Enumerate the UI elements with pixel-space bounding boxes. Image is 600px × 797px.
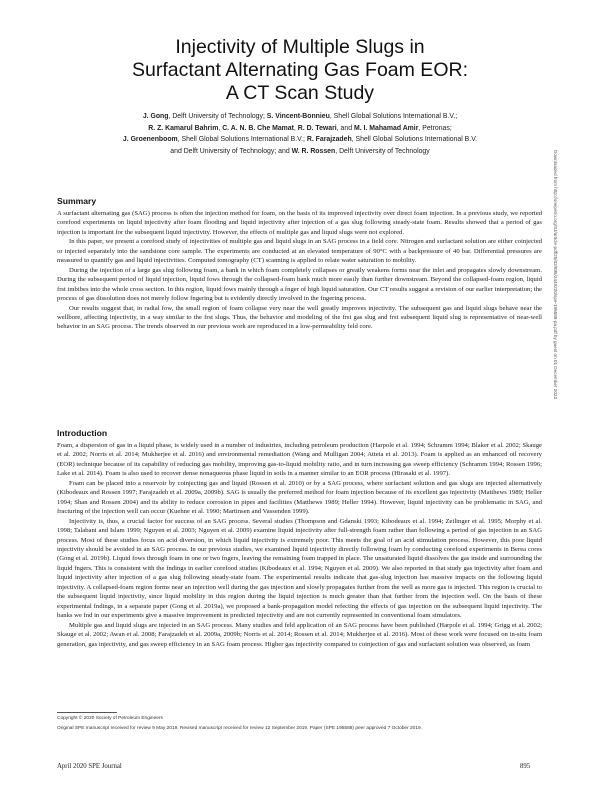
author-name: R. D. Tewari [297,124,337,132]
author-affiliation: , Delft University of Technology [335,147,430,155]
author-name: S. Vincent-Bonnieu [266,113,330,120]
summary-heading: Summary [57,196,97,206]
footnote-rule [57,712,117,713]
author-name: M. I. Mahamad Amir [353,124,419,132]
introduction-paragraph: Injectivity is, thus, a crucial factor for success of an SAG process. Several studies (Thompson and Gdanski 1993; Kibodeaux et al. 1994; Zeilinger et al. 1995; Morphy et al. 1998; Talabani and Islam 1999; Nguyen et al. 2003; Nguyen et al. 2009) examine liquid injectivity after full-strength foam rather than following a period of gas injection in an SAG process. Most of these studies focus on acid diversion, in which liquid injectivity is extremely poor. This meets the goal of an acid stimulation process. However, this poor liquid injectivity should be avoided in an SAG process. In our previous studies, we examined liquid injectivity directly following foam by conducting corefood experiments in Berea cores (Gong et al. 2019b). Liquid fows through foam in one or two fngers, leaving the remaining foam trapped in place. The unsaturated liquid dissolves the gas inside and surrounding the liquid fngers. This is consistent with the fndings in earlier corefood studies (Kibodeaux et al. 1994; Nguyen et al. 2009). We also reported in that study gas injectivity after foam and liquid injectivity after injection of a gas slug following steady-state foam. The experimental results indicate that gas-slug injection has massive impacts on the following liquid injectivity. A collapsed-foam region forms near an injection well during the gas injection and slowly propagates further from the well as more gas is injected. This region is crucial to the subsequent liquid injectivity, since liquid mobility in this region during the liquid injection is much greater than that further from the injection well. On the basis of these experimental fndings, in a separate paper (Gong et al. 2019a), we proposed a bank-propagation model refecting the effects of gas injection on the subsequent liquid injectivity. The banks we fnd in our experiments give a massive improvement in predicted injectivity and are not currently represented in conventional foam simulators. [57,517,542,620]
author-line [40,111,560,123]
author-line [40,134,560,146]
author-affiliation: , Shell Global Solutions International B.V. [351,136,478,144]
download-watermark [553,150,568,570]
summary-paragraph: Our results suggest that, in radial fow, the small region of foam collapse very near the well greatly improves injectivity. The subsequent gas and liquid slugs behave near the wellbore, affecting injectivity, in a way similar to the frst slugs. Thus, the behavior and modeling of the frst gas slug and frst subsequent liquid slug is representative of near-well behavior in an SAG process. The trends observed in our previous work are reproduced in a low-permeability feld core. [57,304,542,331]
introduction-heading: Introduction [57,428,108,438]
author-affiliation: , Delft University of Technology; [168,113,267,120]
author-affiliation: and Delft University of Technology; and [170,147,292,155]
title-line: A CT Scan Study [225,82,375,104]
download-watermark-text: Downloaded from http://onepetro.org/SJ/article-pdf/25/02/895/2449220/spe-195588-pa.pdf by guest on 01 December 2023 [553,150,558,399]
author-separator: , [293,124,298,132]
author-affiliation: , Shell Global Solutions International B.V.; [329,113,458,120]
manuscript-note: Original SPE manuscript received for review 9 May 2019. Revised manuscript received for review 12 September 2019. Paper (SPE 195588) peer approved 7 October 2019. [57,726,423,731]
author-list [40,111,560,157]
author-line [40,123,560,135]
author-name: R. Z. Kamarul Bahrim [148,124,219,132]
summary-paragraph: In this paper, we present a corefood study of injectivities of multiple gas and liquid slugs in an SAG process in a field core. Nitrogen and surfactant solution are either coinjected or injected separately into the sandstone core sample. The experiments are conducted at an elevated temperature of 90°C with a backpressure of 40 bar. Differential pressures are measured to quantify gas and liquid injectivities. Computed tomography (CT) scanning is applied to relate water saturation to mobility. [57,238,542,265]
author-affiliation: , Petronas; [418,124,452,132]
page-number: 895 [520,763,531,770]
author-separator: , and [336,124,354,132]
paper-title [40,36,560,105]
summary-section [57,209,542,332]
introduction-section [57,441,542,649]
introduction-paragraph: Foam can be placed into a reservoir by coinjecting gas and liquid (Rossen et al. 2010) or by a SAG process, where surfactant solution and gas slugs are injected alternatively (Kibodeaux and Rossen 1997; Farajzadeh et al. 2009a, 2009b). SAG is usually the preferred method for foam injection because of its excellent gas injectivity (Matthews 1989; Heller 1994; Shan and Rossen 2004) and its ability to reduce corrosion in pipes and facilities (Matthews 1989; Heller 1994). However, liquid injectivity can be problematic in SAG, and fracturing of the injection well can occur (Kuehne et al. 1990; Martinsen and Vassenden 1999). [57,479,542,516]
summary-paragraph: During the injection of a large gas slug following foam, a bank in which foam completely collapses or greatly weakens forms near the inlet and propagates slowly downstream. During the subsequent period of liquid injection, liquid fows through the collapsed-foam bank much more easily than further downstream. Beyond the collapsed-foam region, liquid frst imbibes into the whole cross section. In this region, liquid fows mainly through a fnger of high liquid saturation. Our CT results suggest a revision of our earlier interpretation; the process of gas dissolution does not merely follow fngering but is evidently directly involved in the fngering process. [57,266,542,303]
introduction-paragraph: Foam, a dispersion of gas in a liquid phase, is widely used in a number of industries, including petroleum production (Harpole et al. 1994; Schramm 1994; Blaker et al. 2002; Skauge et al. 2002; Norris et al. 2014; Mukherjee et al. 2016) and environmental remediation (Wang and Mulligan 2004; Atteia et al. 2013). Foam is applied as an enhanced oil recovery (EOR) technique because of its capability of reducing gas mobility, improving gas-to-liquid mobility ratio, and in turn increasing gas sweep efficiency (Schramm 1994; Rossen 1996; Lake et al. 2014). Foam is also used to recover dense nonaqueous phase liquid in soils in a manner similar to an EOR process (Hirasaki et al. 1997). [57,442,542,478]
author-affiliation: , Shell Global Solutions International B.V.; [177,136,307,144]
author-separator: , [218,124,223,132]
author-name: W. R. Rossen [291,147,336,155]
author-name: J. Gong [142,113,169,120]
copyright-note: Copyright © 2020 Society of Petroleum Engineers [57,716,163,721]
author-line [40,146,560,158]
introduction-paragraph: Multiple gas and liquid slugs are injected in an SAG process. Many studies and feld application of an SAG process have been published (Harpole et al. 1994; Grigg et al. 2002; Skauge et al. 2002; Awan et al. 2008; Farajzadeh et al. 2009a, 2009b; Norris et al. 2014; Rossen et al. 2014; Mukherjee et al. 2016). Most of these work were focused on in-situ foam generation, gas injectivity, and gas sweep efficiency in an SAG foam process. Higher gas injectivity compared to coinjection of gas and surfactant solution was observed, as foam [57,621,542,648]
title-line: Injectivity of Multiple Slugs in [175,36,425,58]
author-name: R. Farajzadeh [306,136,352,144]
journal-footer: April 2020 SPE Journal [57,763,122,770]
author-name: J. Groenenboom [122,136,178,144]
summary-paragraph: A surfactant alternating gas (SAG) process is often the injection method for foam, on the basis of its improved injectivity over direct foam injection. In a previous study, we reported corefood experiments on liquid injectivity after foam flooding and liquid injectivity after injection of a gas slug following steady-state foam. Results showed that a period of gas injection is important for the subsequent liquid injectivity. However, the effects of multiple gas and liquid slugs were not explored. [57,210,542,236]
author-name: C. A. N. B. Che Mamat [222,124,294,132]
title-line: Surfactant Alternating Gas Foam EOR: [132,59,468,81]
